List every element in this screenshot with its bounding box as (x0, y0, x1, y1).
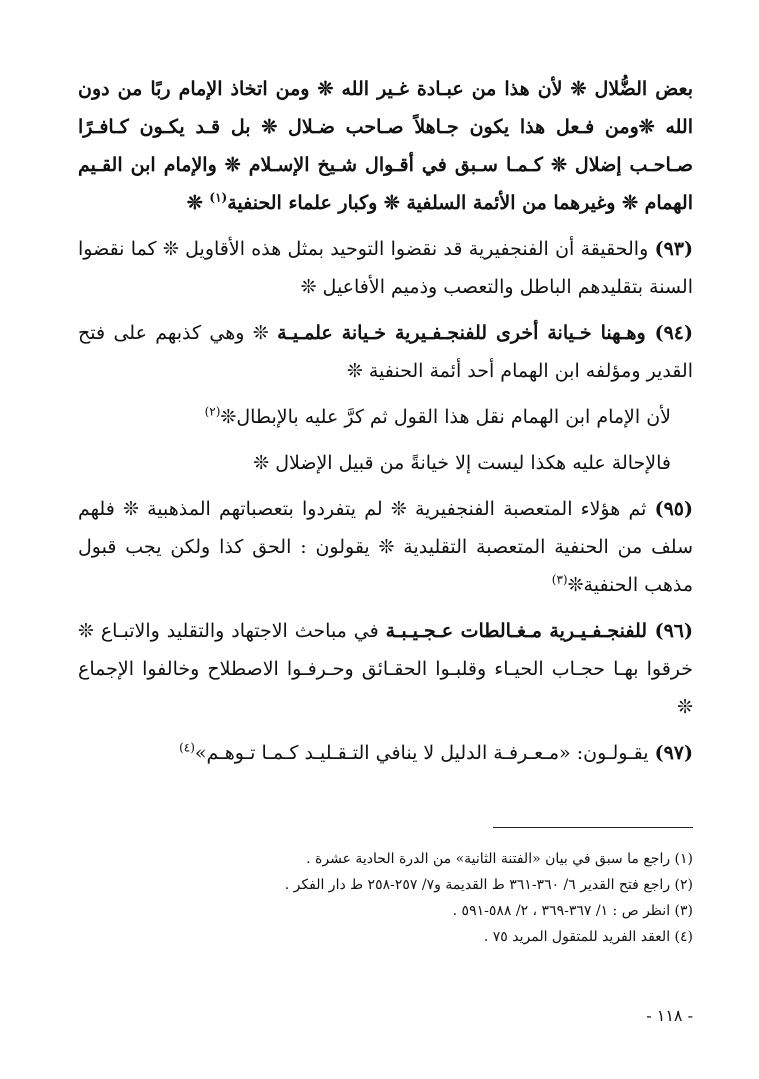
paragraph-heading: وهـهنا خـيانة أخرى للفنجـفـيرية خـيانة علمـيـة (277, 322, 655, 344)
footnote-ref-3: (٣) (551, 572, 568, 587)
paragraph-number-97: (٩٧) (654, 742, 693, 764)
footnote-divider (493, 827, 693, 828)
paragraph-text: في مباحث الاجتهاد والتقليد والاتبـاع ❊ خرقوا بهـا حجـاب الحيـاء وقلبـوا الحقـائق وحـرفـوا الاصطلاح وخالفوا الإجماع ❊ (78, 620, 693, 718)
paragraph-number-96: (٩٦) (654, 620, 693, 642)
paragraph-94 (78, 314, 693, 390)
footnotes (78, 846, 693, 950)
paragraph-text: ❊ وهي كذبهم على فتح القدير ومؤلفه ابن الهمام أحد أئمة الحنفية ❊ (78, 322, 693, 382)
paragraph-text: لأن الإمام ابن الهمام نقل هذا القول ثم كرَّ عليه بالإبطال❊ (220, 406, 671, 428)
footnote-3: (٣) انظر ص : ١/ ٣٦٧-٣٦٩ ، ٢/ ٥٨٨-٥٩١ . (452, 903, 693, 919)
footnote-ref-2: (٢) (204, 404, 221, 419)
paragraph-97 (78, 734, 693, 772)
paragraph-95 (78, 490, 693, 604)
page-number: - ١١٨ - (646, 1006, 693, 1025)
footnote-ref-1: (١) (209, 190, 228, 205)
paragraph-continuation (78, 70, 693, 222)
footnote-1: (١) راجع ما سبق في بيان «الفتنة الثانية» من الدرة الحادية عشرة . (306, 851, 693, 867)
footnote-4: (٤) العقد الفريد للمتقول المريد ٧٥ . (483, 929, 693, 945)
paragraph-94-note (78, 398, 693, 436)
paragraph-number-95: (٩٥) (654, 498, 693, 520)
book-page (78, 70, 693, 1050)
paragraph-94-conclusion (78, 444, 693, 482)
paragraph-96 (78, 612, 693, 726)
paragraph-number-94: (٩٤) (654, 322, 694, 344)
paragraph-text: والحقيقة أن الفنجفيرية قد نقضوا التوحيد بمثل هذه الأقاويل ❊ كما نقضوا السنة بتقليدهم الباطل والتعصب وذميم الأفاعيل ❊ (78, 238, 693, 298)
paragraph-93 (78, 230, 693, 306)
paragraph-text: يقـولـون: «مـعـرفـة الدليل لا ينافي التـقـليـد كـمـا تـوهـم» (194, 742, 655, 764)
paragraph-heading: للفنجـفـيـرية مـغـالطات عـجـيـبـة (385, 620, 655, 642)
paragraph-text: بعض الضُّلال ❊ لأن هذا من عبـادة غـير الله ❊ ومن اتخاذ الإمام ربًا من دون الله ❊ومن فـعل هذا يكون جـاهلاً صـاحب ضـلال ❊ بل قـد يكـون كـافـرًا صـاحـب إضلال ❊ كـمـا سـبق في أقـوال شـيخ الإسـلام ❊ والإمام ابن القـيم الهمام ❊ وغيرهما من الأئمة السلفية ❊ وكبار علماء الحنفية (78, 78, 693, 214)
paragraph-text: فالإحالة عليه هكذا ليست إلا خيانةً من قبيل الإضلال ❊ (253, 452, 671, 474)
footnote-2: (٢) راجع فتح القدير ٦/ ٣٦٠-٣٦١ ط القديمة و٧/ ٢٥٧-٢٥٨ ط دار الفكر . (284, 877, 693, 893)
paragraph-number-93: (٩٣) (654, 238, 693, 260)
paragraph-tail: ❊ (186, 192, 210, 214)
paragraph-text: ثم هؤلاء المتعصبة الفنجفيرية ❊ لم يتفردوا بتعصباتهم المذهبية ❊ فلهم سلف من الحنفية المتعصبة التقليدية ❊ يقولون : الحق كذا ولكن يجب قبول مذهب الحنفية❊ (78, 498, 693, 596)
footnote-ref-4: (٤) (179, 740, 195, 755)
